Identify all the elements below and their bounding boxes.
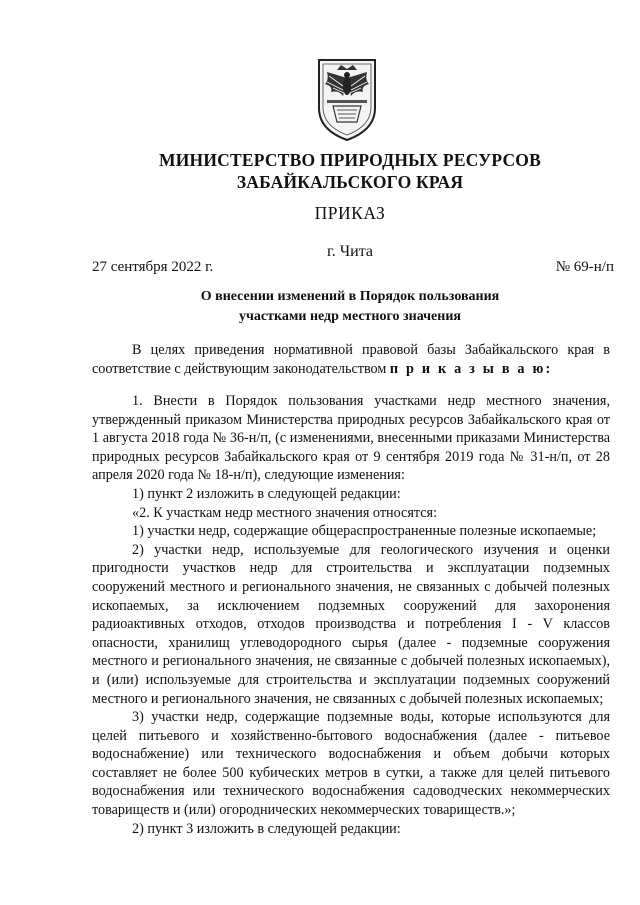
paragraph-2: 1) пункт 2 изложить в следующей редакции: xyxy=(132,485,401,502)
paragraph-5: 2) участки недр, используемые для геологического изучения и оценки пригодности участков недр для строительства и эксплуатации подземных сооружений местного и регионального значения, не связанных с добычей полезных ископаемых, за исключением подземных сооружений для захоронения радиоактивных отходов, отходов производства и потребления I - V классов опасности, хранилищ углеводородного сырья (далее - подземные сооружения местного и регионального значения, не связанные с добычей полезных ископаемых), и (или) используемые для строительства и эксплуатации подземных сооружений местного и регионального значения, не связанных с добычей полезных ископаемых; xyxy=(92,541,610,707)
ministry-title-line-1: МИНИСТЕРСТВО ПРИРОДНЫХ РЕСУРСОВ xyxy=(159,150,541,170)
document-date: 27 сентября 2022 г. xyxy=(92,259,214,275)
paragraph-7: 2) пункт 3 изложить в следующей редакции: xyxy=(132,820,401,837)
intro-text: В целях приведения нормативной правовой базы Забайкальского края в соответствие с действующим законодательством xyxy=(92,342,610,377)
paragraph-4: 1) участки недр, содержащие общераспространенные полезные ископаемые; xyxy=(132,523,597,540)
ministry-title-line-2: ЗАБАЙКАЛЬСКОГО КРАЯ xyxy=(236,172,464,192)
paragraph-1: 1. Внести в Порядок пользования участками недр местного значения, утвержденный приказом Министерства природных ресурсов Забайкальского края от 1 августа 2018 года № 36-н/п, (с изменениями, внесенными приказами Министерства природных ресурсов Забайкальского края от 9 сентября 2019 года № 31-н/п, от 28 апреля 2020 года № 18-н/п), следующие изменения: xyxy=(92,393,610,484)
intro-emphasis: п р и к а з ы в а ю: xyxy=(389,360,553,377)
main-body xyxy=(92,392,610,838)
intro-paragraph xyxy=(92,341,610,378)
document-number: № 69-н/п xyxy=(555,259,614,275)
subject-line-1: О внесении изменений в Порядок пользования xyxy=(200,289,500,304)
coat-of-arms-icon xyxy=(313,56,381,142)
subject-line-2: участками недр местного значения xyxy=(239,309,461,324)
document-type: ПРИКАЗ xyxy=(314,203,386,223)
paragraph-3: «2. К участкам недр местного значения относятся: xyxy=(132,504,438,521)
city: г. Чита xyxy=(326,243,373,260)
paragraph-6: 3) участки недр, содержащие подземные воды, которые используются для целей питьевого и хозяйственно-бытового водоснабжения (далее - питьевое водоснабжение) или технического водоснабжения и объем добычи которых составляет не более 500 кубических метров в сутки, а также для целей питьевого водоснабжения или технического водоснабжения садоводческих некоммерческих товариществ и (или) огороднических некоммерческих товариществ.»; xyxy=(92,709,610,819)
